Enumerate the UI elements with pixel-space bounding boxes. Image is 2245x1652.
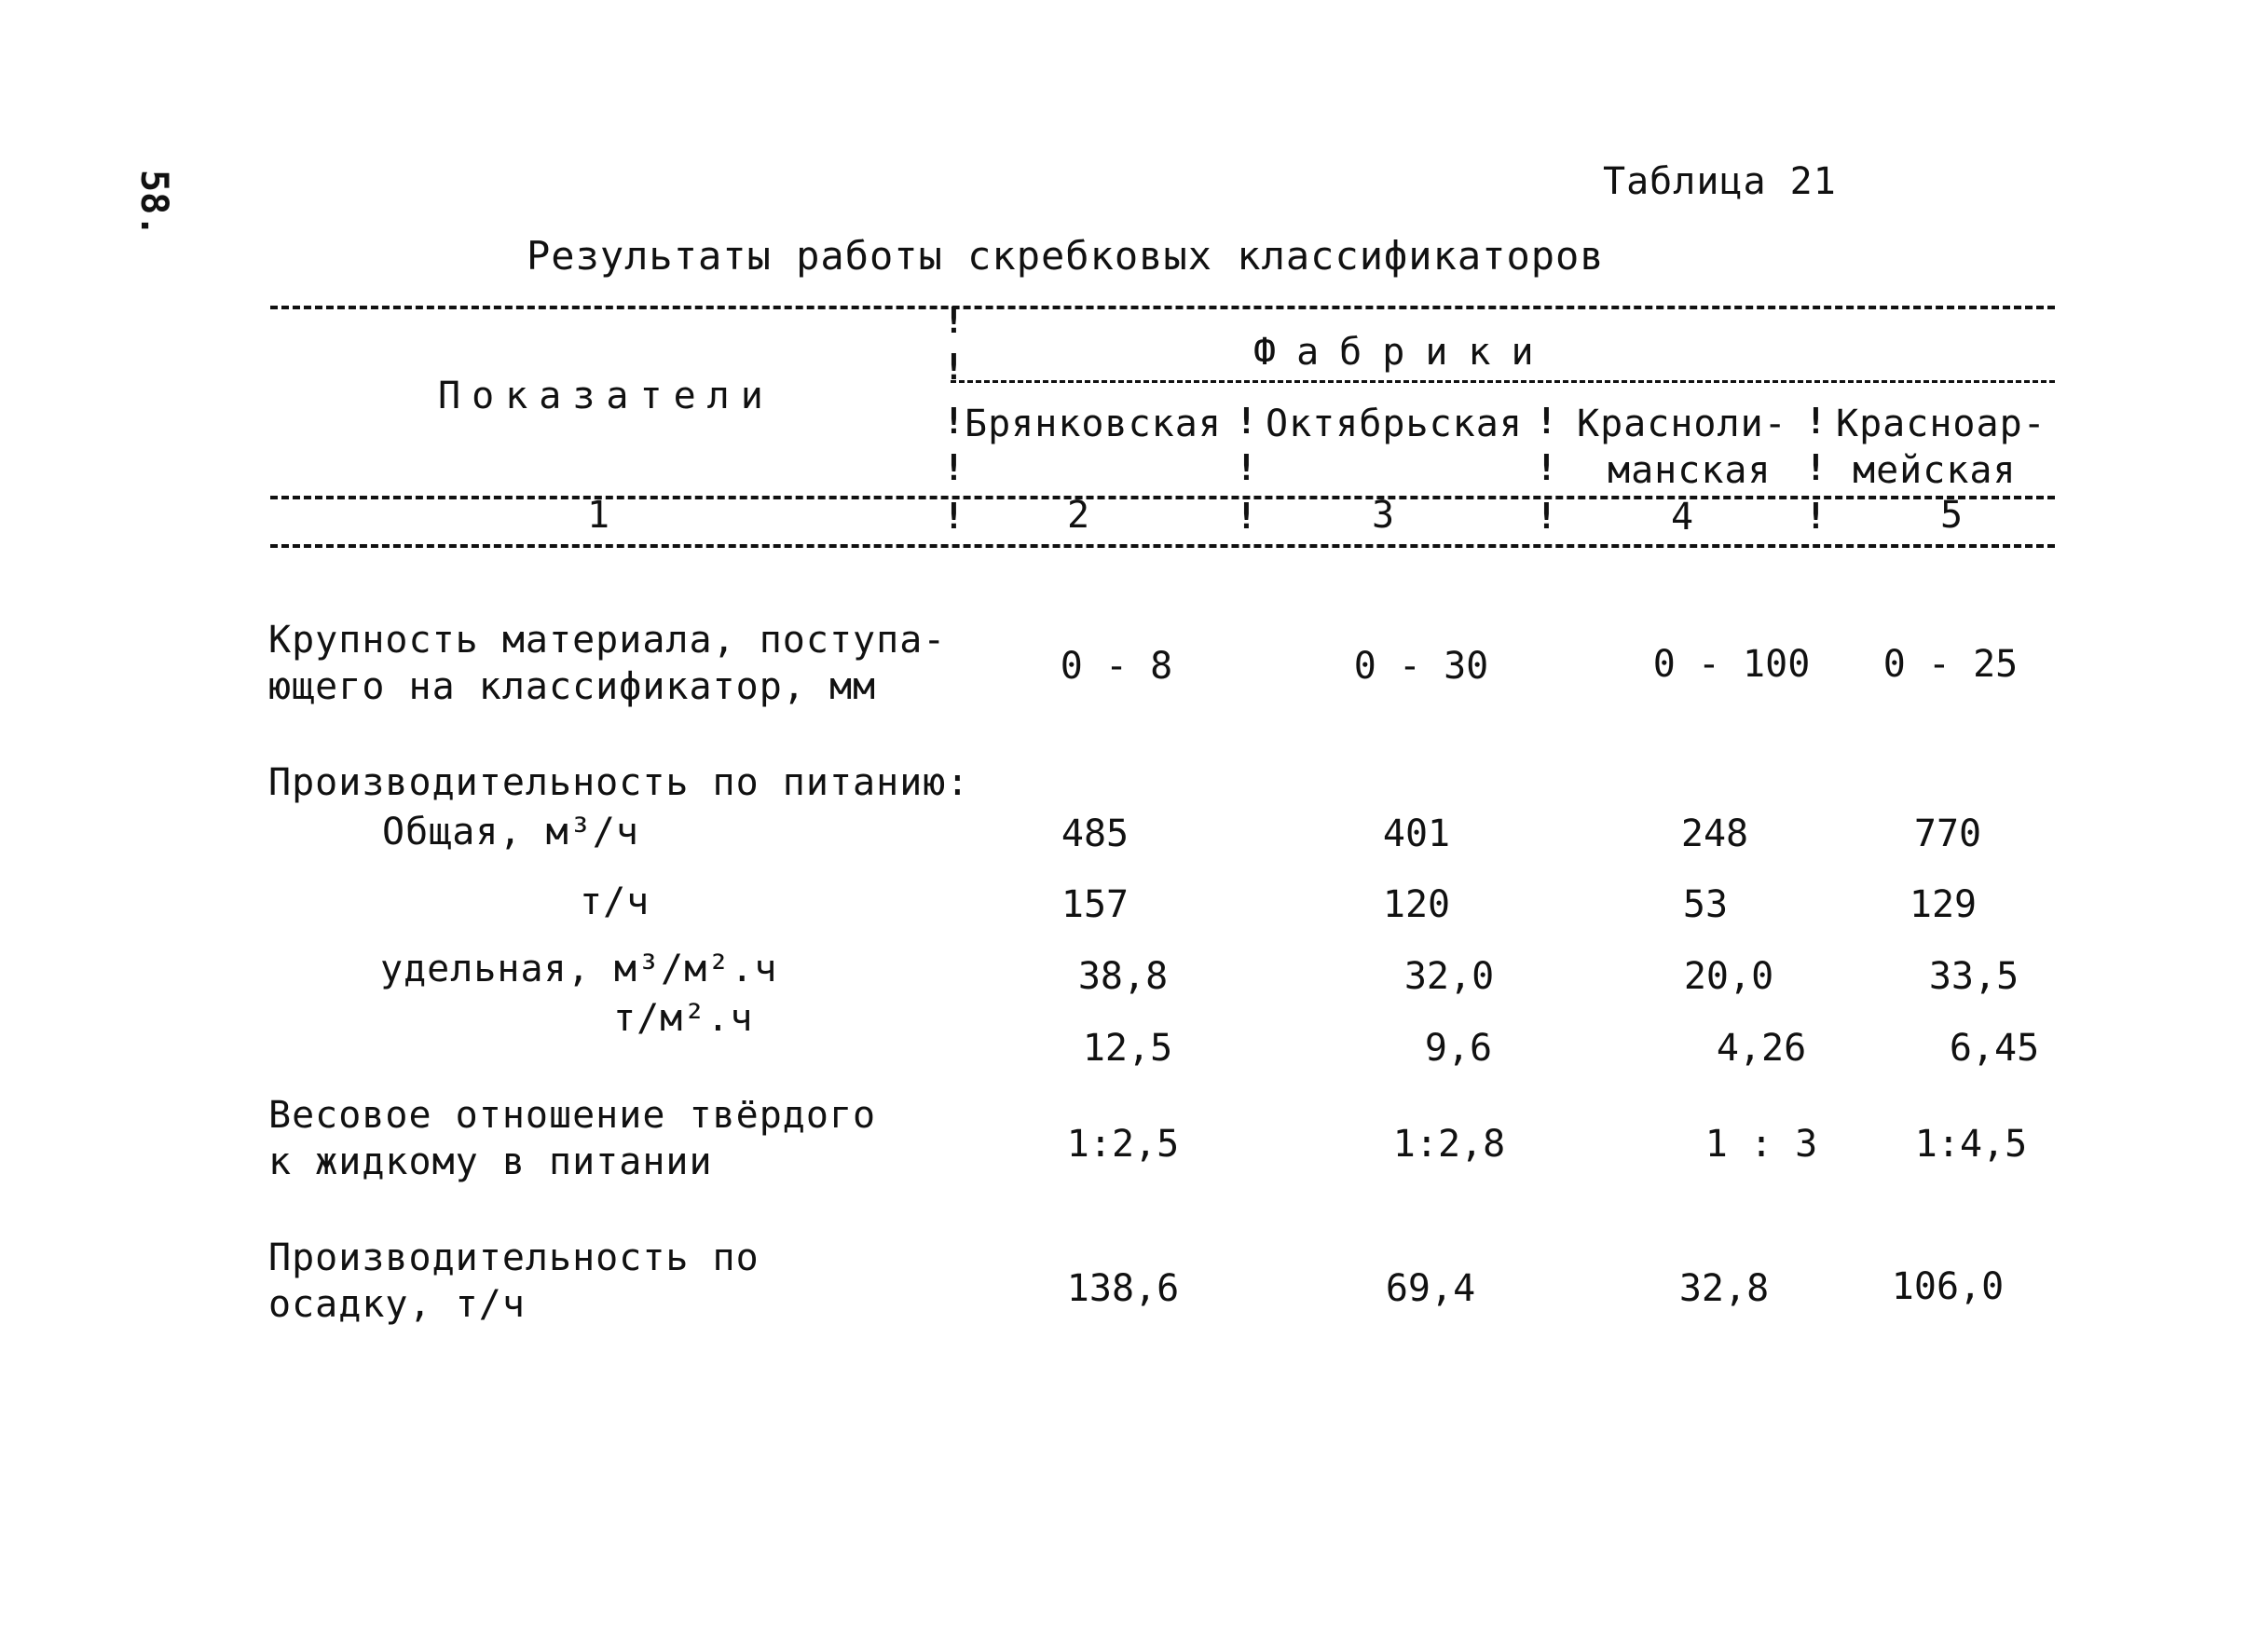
row-label: т/м².ч bbox=[613, 997, 754, 1040]
column-separator: ! bbox=[943, 447, 965, 488]
table-cell: 53 bbox=[1682, 883, 1729, 926]
column-header: Красноар- bbox=[1836, 403, 2047, 445]
row-label: к жидкому в питании bbox=[268, 1140, 713, 1183]
column-separator: ! bbox=[1236, 496, 1257, 537]
header-rule bbox=[270, 496, 2055, 499]
column-separator: ! bbox=[1236, 401, 1257, 442]
table-cell: 129 bbox=[1909, 883, 1978, 926]
column-separator: ! bbox=[1236, 447, 1257, 488]
row-label: Весовое отношение твёрдого bbox=[268, 1094, 877, 1137]
column-number: 2 bbox=[1067, 494, 1091, 537]
column-number: 1 bbox=[587, 494, 611, 537]
table-label: Таблица 21 bbox=[1603, 160, 1837, 203]
table-cell: 1:4,5 bbox=[1914, 1123, 2028, 1166]
column-header: Брянковская bbox=[965, 403, 1222, 445]
table-cell: 0 - 100 bbox=[1652, 643, 1811, 686]
column-number: 3 bbox=[1372, 494, 1396, 537]
row-label: удельная, м³/м².ч bbox=[380, 948, 778, 990]
row-label: Производительность по bbox=[268, 1236, 760, 1279]
column-separator: ! bbox=[943, 401, 965, 442]
table-cell: 106,0 bbox=[1891, 1265, 2005, 1308]
column-separator: ! bbox=[1536, 447, 1557, 488]
column-number: 5 bbox=[1940, 494, 1964, 537]
section-title: Производительность по питанию: bbox=[268, 761, 970, 804]
column-header: мейская bbox=[1853, 449, 2017, 492]
table-cell: 401 bbox=[1382, 812, 1451, 855]
table-cell: 6,45 bbox=[1949, 1027, 2040, 1070]
table-cell: 20,0 bbox=[1683, 955, 1774, 998]
indicators-header: Показатели bbox=[438, 375, 774, 417]
column-separator: ! bbox=[1536, 496, 1557, 537]
row-label: т/ч bbox=[580, 881, 650, 923]
table-top-rule bbox=[270, 306, 2055, 309]
row-label: Общая, м³/ч bbox=[382, 811, 639, 853]
table-cell: 0 - 25 bbox=[1882, 643, 2019, 686]
table-cell: 12,5 bbox=[1082, 1027, 1173, 1070]
table-caption: Результаты работы скребковых классификаторов bbox=[527, 233, 1605, 279]
row-label: осадку, т/ч bbox=[268, 1283, 526, 1326]
column-separator: ! bbox=[943, 300, 965, 341]
table-cell: 4,26 bbox=[1716, 1027, 1807, 1070]
column-number: 4 bbox=[1671, 496, 1695, 539]
table-cell: 33,5 bbox=[1928, 955, 2019, 998]
row-label: Крупность материала, поступа- bbox=[268, 619, 947, 662]
table-cell: 0 - 30 bbox=[1353, 645, 1489, 688]
column-separator: ! bbox=[1805, 447, 1827, 488]
column-header: манская bbox=[1608, 449, 1772, 492]
column-separator: ! bbox=[943, 496, 965, 537]
table-cell: 485 bbox=[1061, 812, 1129, 855]
row-label: ющего на классификатор, мм bbox=[268, 665, 877, 708]
table-cell: 1 : 3 bbox=[1704, 1123, 1818, 1166]
factories-header: Фабрики bbox=[1253, 331, 1554, 374]
factories-rule bbox=[951, 380, 2055, 383]
table-cell: 157 bbox=[1061, 883, 1129, 926]
table-cell: 1:2,5 bbox=[1066, 1123, 1180, 1166]
table-cell: 138,6 bbox=[1066, 1267, 1180, 1310]
page-number: 58. bbox=[132, 170, 175, 238]
table-cell: 0 - 8 bbox=[1060, 645, 1173, 688]
table-cell: 32,0 bbox=[1403, 955, 1495, 998]
column-header: Октябрьская bbox=[1266, 403, 1523, 445]
column-header: Красноли- bbox=[1577, 403, 1787, 445]
table-cell: 9,6 bbox=[1424, 1027, 1493, 1070]
table-cell: 248 bbox=[1680, 812, 1749, 855]
column-separator: ! bbox=[1805, 401, 1827, 442]
table-cell: 38,8 bbox=[1077, 955, 1169, 998]
table-cell: 120 bbox=[1382, 883, 1451, 926]
header-bottom-rule bbox=[270, 544, 2055, 548]
table-cell: 69,4 bbox=[1385, 1267, 1476, 1310]
table-cell: 1:2,8 bbox=[1392, 1123, 1506, 1166]
column-separator: ! bbox=[943, 347, 965, 388]
column-separator: ! bbox=[1536, 401, 1557, 442]
column-separator: ! bbox=[1805, 496, 1827, 537]
table-cell: 32,8 bbox=[1678, 1267, 1770, 1310]
table-cell: 770 bbox=[1913, 812, 1982, 855]
